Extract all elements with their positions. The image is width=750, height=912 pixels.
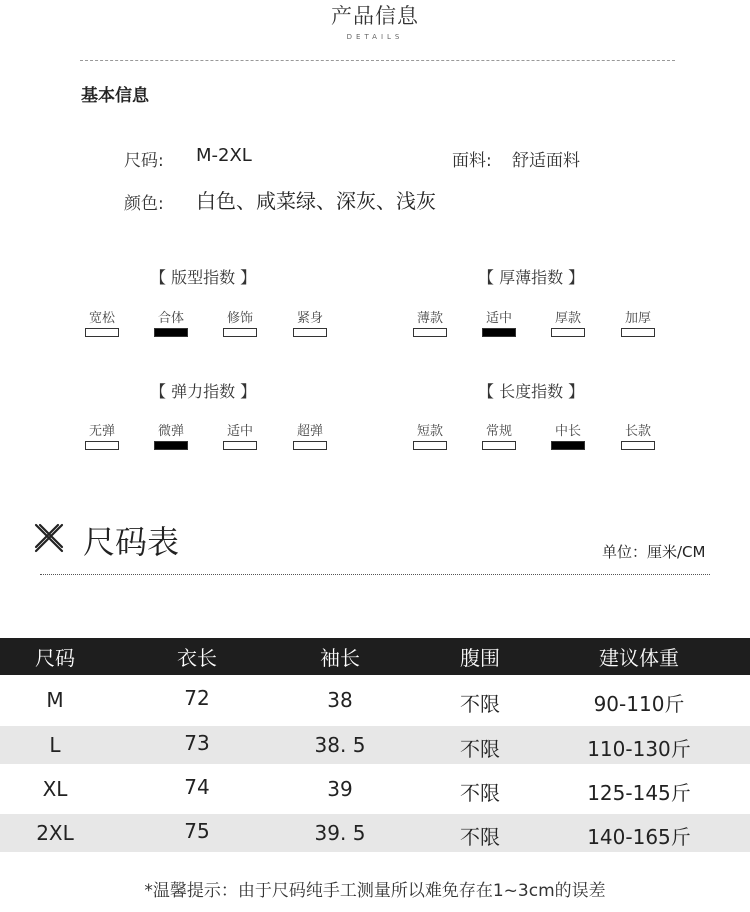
table-cell: 2XL — [36, 821, 74, 845]
index-option-label: 薄款 — [416, 311, 443, 326]
divider — [80, 60, 675, 61]
color-label: 颜色: — [124, 194, 164, 214]
unit-label: 单位：厘米/CM — [602, 543, 706, 561]
column-header: 腹围 — [460, 646, 500, 670]
index-option-label: 无弹 — [88, 424, 115, 439]
index-option-box — [293, 441, 327, 450]
table-cell: 38 — [327, 688, 353, 712]
color-value: 白色、咸菜绿、深灰、浅灰 — [196, 189, 436, 213]
index-option-box — [621, 328, 655, 337]
index-option-box — [85, 328, 119, 337]
index-option-box — [85, 441, 119, 450]
table-cell: 不限 — [460, 781, 500, 805]
index-option-label: 常规 — [485, 424, 512, 439]
index-option-label: 修饰 — [226, 311, 253, 326]
measurement-note: *温馨提示：由于尺码纯手工测量所以难免存在1~3cm的误差 — [144, 881, 606, 901]
table-cell: 75 — [184, 819, 210, 843]
fabric-value: 舒适面料 — [512, 151, 580, 171]
index-option-box — [154, 328, 188, 337]
index-option-box — [482, 328, 516, 337]
column-header: 尺码 — [35, 646, 75, 670]
table-cell: 140-165斤 — [587, 825, 691, 849]
table-cell: 39 — [327, 777, 353, 801]
index-option-box — [551, 441, 585, 450]
index-option-label: 合体 — [157, 311, 184, 326]
table-cell: 不限 — [460, 825, 500, 849]
fabric-label: 面料: — [452, 151, 492, 171]
scissors-cross-icon — [33, 522, 65, 554]
table-cell: 110-130斤 — [587, 737, 691, 761]
basic-info-heading: 基本信息 — [81, 86, 149, 106]
elasticity-index-title: 【 弹力指数 】 — [150, 382, 257, 401]
table-cell: 72 — [184, 686, 210, 710]
column-header: 衣长 — [177, 646, 217, 670]
index-option-label: 中长 — [554, 424, 581, 439]
index-option-box — [223, 328, 257, 337]
fit-index-title: 【 版型指数 】 — [150, 268, 257, 287]
table-cell: 38. 5 — [314, 733, 366, 757]
table-cell: 39. 5 — [314, 821, 366, 845]
size-chart-title: 尺码表 — [83, 523, 180, 561]
size-value: M-2XL — [196, 145, 252, 166]
index-option-label: 适中 — [226, 424, 253, 439]
index-option-box — [413, 441, 447, 450]
index-option-box — [413, 328, 447, 337]
index-option-box — [293, 328, 327, 337]
index-option-label: 适中 — [485, 311, 512, 326]
table-cell: M — [46, 688, 64, 712]
table-cell: 73 — [184, 731, 210, 755]
index-option-label: 紧身 — [296, 311, 323, 326]
page-subtitle: DETAILS — [346, 33, 404, 41]
table-cell: L — [49, 733, 61, 757]
column-header: 袖长 — [320, 646, 360, 670]
size-label: 尺码: — [124, 151, 164, 171]
table-cell: XL — [42, 777, 68, 801]
page-title: 产品信息 — [331, 4, 419, 28]
index-option-box — [621, 441, 655, 450]
column-header: 建议体重 — [599, 646, 679, 670]
index-option-box — [223, 441, 257, 450]
length-index-title: 【 长度指数 】 — [478, 382, 585, 401]
table-cell: 74 — [184, 775, 210, 799]
index-option-label: 微弹 — [157, 424, 184, 439]
index-option-box — [154, 441, 188, 450]
index-option-label: 厚款 — [554, 311, 581, 326]
table-cell: 不限 — [460, 692, 500, 716]
index-option-box — [551, 328, 585, 337]
thickness-index-title: 【 厚薄指数 】 — [478, 268, 585, 287]
index-option-label: 宽松 — [88, 311, 115, 326]
index-option-box — [482, 441, 516, 450]
table-cell: 不限 — [460, 737, 500, 761]
table-cell: 125-145斤 — [587, 781, 691, 805]
index-option-label: 加厚 — [624, 311, 651, 326]
index-option-label: 超弹 — [296, 424, 323, 439]
divider — [40, 574, 710, 575]
index-option-label: 短款 — [416, 424, 443, 439]
index-option-label: 长款 — [624, 424, 651, 439]
table-cell: 90-110斤 — [593, 692, 685, 716]
